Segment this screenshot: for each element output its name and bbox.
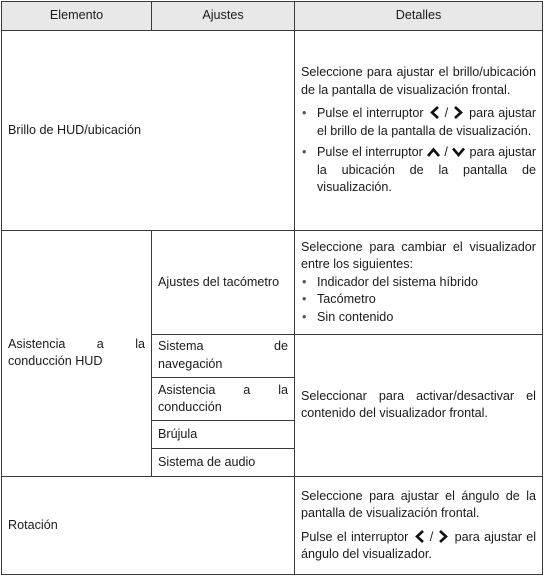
setting-navigation: Sistema de navegación	[152, 334, 295, 377]
bullet-brightness-post: para ajustar el brillo de la pantalla de visualización.	[317, 106, 537, 138]
settings-table	[1, 1, 543, 575]
icon-separator: /	[444, 106, 449, 121]
detail-hud-intro: Seleccione para ajustar el brillo/ubicación de la pantalla de visualización frontal.	[301, 65, 536, 97]
setting-driving-assist: Asistencia a la conducción	[152, 378, 295, 421]
setting-tachometer: Ajustes del tacómetro	[152, 230, 295, 334]
detail-tachometer-intro: Seleccione para cambiar el visualizador entre los siguientes:	[301, 239, 536, 272]
row-hud-brightness	[2, 30, 543, 230]
chevron-right-icon	[451, 105, 465, 120]
setting-audio: Sistema de audio	[152, 449, 295, 477]
option-tachometer: • Tacómetro	[301, 291, 536, 309]
detail-hud-brightness	[295, 30, 543, 230]
detail-rotation	[295, 477, 543, 575]
chevron-up-icon	[426, 145, 441, 159]
rotation-post: para ajustar el ángulo del visualizador.	[301, 529, 537, 562]
chevron-right-icon	[436, 529, 450, 544]
bullet-brightness	[301, 105, 536, 140]
icon-separator: /	[429, 529, 434, 544]
chevron-down-icon	[451, 145, 466, 159]
bullet-location	[301, 144, 536, 197]
option-no-content: • Sin contenido	[301, 309, 536, 327]
detail-hud-bullets	[301, 105, 536, 197]
tachometer-options	[301, 274, 536, 327]
rotation-pre: Pulse el interruptor	[301, 529, 409, 544]
header-ajustes: Ajustes	[152, 2, 295, 31]
chevron-left-icon	[428, 105, 442, 120]
detail-tachometer	[295, 230, 543, 334]
header-row	[2, 2, 543, 31]
item-rotation: Rotación	[2, 477, 295, 575]
bullet-location-post: para ajustar la ubicación de la pantalla de visualización.	[317, 145, 537, 195]
header-detalles: Detalles	[295, 2, 543, 31]
detail-rotation-intro: Seleccione para ajustar el ángulo de la pantalla de visualización frontal.	[301, 488, 536, 521]
header-elemento: Elemento	[2, 2, 152, 31]
icon-separator: /	[444, 145, 448, 160]
row-assist-tachometer	[2, 230, 543, 334]
item-hud-brightness: Brillo de HUD/ubicación	[2, 30, 295, 230]
row-rotation	[2, 477, 543, 575]
option-hybrid-indicator: • Indicador del sistema híbrido	[301, 274, 536, 292]
item-assist-hud: Asistencia a la conducción HUD	[2, 230, 152, 476]
setting-compass: Brújula	[152, 421, 295, 449]
bullet-brightness-pre: Pulse el interruptor	[317, 106, 424, 121]
chevron-left-icon	[413, 529, 427, 544]
bullet-location-pre: Pulse el interruptor	[317, 145, 423, 160]
detail-toggle-content: Seleccionar para activar/desactivar el contenido del visualizador frontal.	[295, 334, 543, 476]
detail-rotation-instruction	[301, 529, 536, 564]
